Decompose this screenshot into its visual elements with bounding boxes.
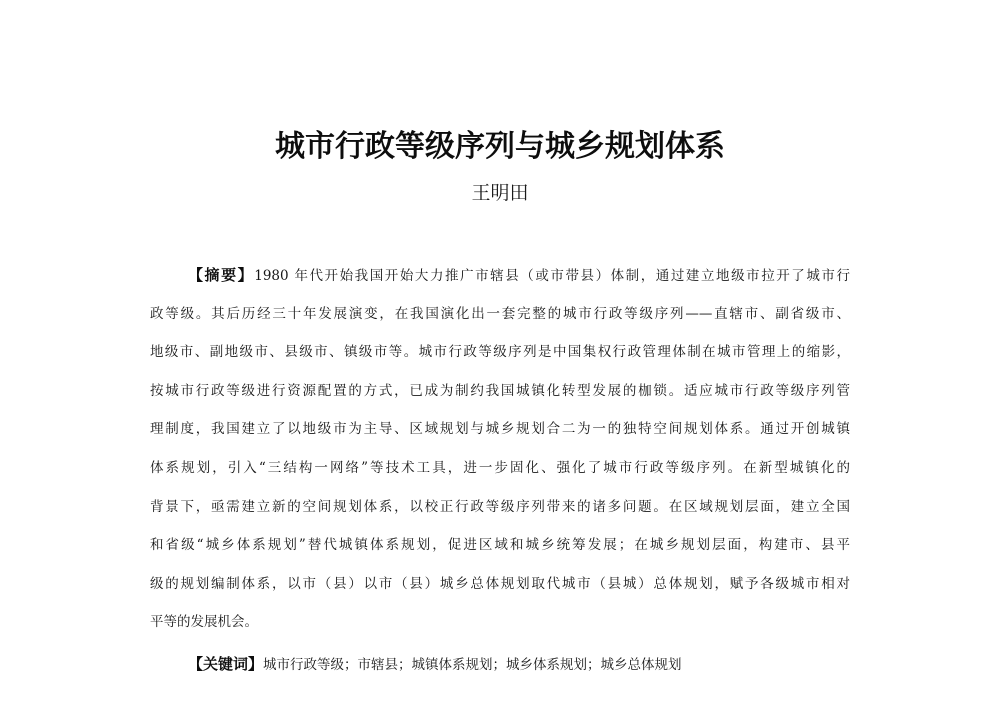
abstract-line: 按城市行政等级进行资源配置的方式，已成为制约我国城镇化转型发展的枷锁。适应城市行政等级序列管 (150, 382, 850, 399)
abstract-line: 和省级“城乡体系规划”替代城镇体系规划，促进区域和城乡统筹发展；在城乡规划层面，构建市、县平 (150, 537, 850, 554)
keywords-label: 【关键词】 (188, 655, 264, 673)
abstract-label: 【摘要】 (188, 266, 255, 284)
paper-title: 城市行政等级序列与城乡规划体系 (275, 129, 725, 164)
paper-author: 王明田 (471, 182, 529, 204)
abstract-line: 背景下，亟需建立新的空间规划体系，以校正行政等级序列带来的诸多问题。在区域规划层面，建立全国 (150, 498, 850, 515)
keywords-line (188, 649, 682, 680)
abstract-line: 平等的发展机会。 (150, 614, 258, 631)
abstract-line: 体系规划，引入“三结构一网络”等技术工具，进一步固化、强化了城市行政等级序列。在新型城镇化的 (150, 459, 850, 476)
abstract-line: 地级市、副地级市、县级市、镇级市等。城市行政等级序列是中国集权行政管理体制在城市管理上的缩影， (150, 344, 850, 361)
abstract-line: 理制度，我国建立了以地级市为主导、区域规划与城乡规划合二为一的独特空间规划体系。通过开创城镇 (150, 421, 850, 438)
abstract-text: 1980 年代开始我国开始大力推广市辖县（或市带县）体制，通过建立地级市拉开了城市行 (254, 268, 850, 284)
abstract-block (150, 256, 850, 642)
abstract-line: 政等级。其后历经三十年发展演变，在我国演化出一套完整的城市行政等级序列——直辖市、副省级市、 (150, 305, 850, 322)
keywords-text: 城市行政等级；市辖县；城镇体系规划；城乡体系规划；城乡总体规划 (263, 657, 682, 673)
abstract-line (150, 256, 850, 295)
abstract-line: 级的规划编制体系，以市（县）以市（县）城乡总体规划取代城市（县城）总体规划，赋予各级城市相对 (150, 575, 850, 592)
